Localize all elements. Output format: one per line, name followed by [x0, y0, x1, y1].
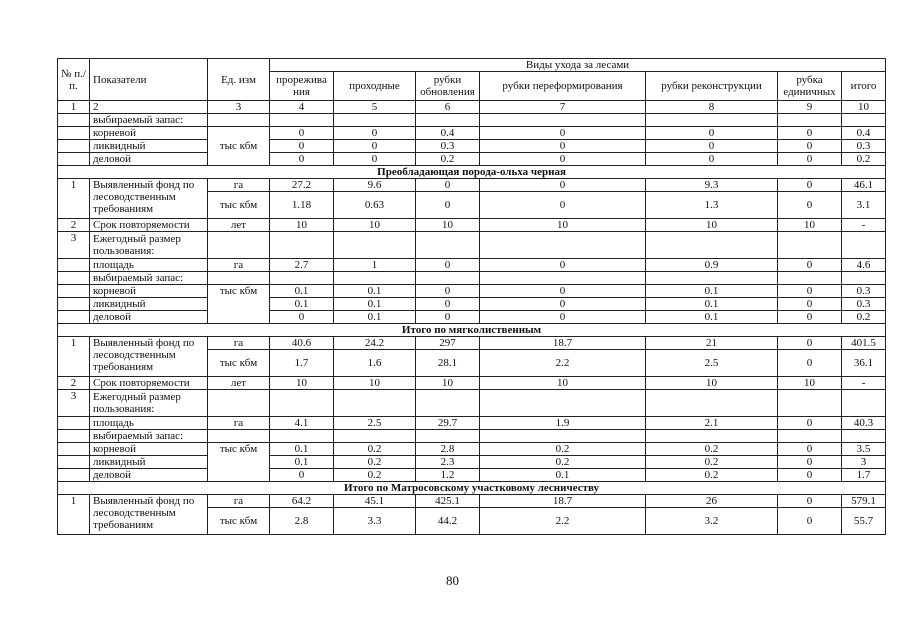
row-unit: га	[208, 495, 270, 508]
column-number: 6	[416, 101, 480, 114]
header-row	[58, 59, 886, 72]
row-num: 3	[58, 390, 90, 417]
row-num: 1	[58, 179, 90, 219]
value-cell: 36.1	[842, 350, 886, 377]
row-label: Выявленный фонд по лесоводственным требованиям	[90, 179, 208, 219]
value-cell: 1.7	[270, 350, 334, 377]
value-cell	[334, 114, 416, 127]
header-unit: Ед. изм	[208, 59, 270, 101]
value-cell: 0	[334, 153, 416, 166]
section-title: Итого по мягколиственным	[58, 324, 886, 337]
value-cell: 0.2	[416, 153, 480, 166]
value-cell: 0.1	[334, 298, 416, 311]
table-row	[58, 219, 886, 232]
value-cell: 26	[646, 495, 778, 508]
value-cell: 0	[416, 179, 480, 192]
row-label: выбираемый запас:	[90, 430, 208, 443]
header-indicator: Показатели	[90, 59, 208, 101]
value-cell: 29.7	[416, 417, 480, 430]
value-cell: 10	[334, 377, 416, 390]
value-cell: 10	[778, 219, 842, 232]
table-row	[58, 417, 886, 430]
empty-cell	[646, 272, 778, 285]
value-cell: 10	[646, 219, 778, 232]
column-number-row	[58, 101, 886, 114]
value-cell: 2.8	[416, 443, 480, 456]
value-cell	[778, 114, 842, 127]
value-cell: 0	[778, 443, 842, 456]
value-cell: 45.1	[334, 495, 416, 508]
value-cell: 0	[416, 285, 480, 298]
empty-cell	[334, 232, 416, 259]
table-row	[58, 377, 886, 390]
value-cell: 1.9	[480, 417, 646, 430]
empty-cell	[58, 259, 90, 272]
empty-cell	[270, 232, 334, 259]
row-label: площадь	[90, 417, 208, 430]
column-number: 3	[208, 101, 270, 114]
row-unit: лет	[208, 377, 270, 390]
row-unit: тыс кбм	[208, 127, 270, 166]
section-title-row	[58, 324, 886, 337]
value-cell: 10	[646, 377, 778, 390]
empty-cell	[58, 443, 90, 456]
value-cell: 0	[270, 140, 334, 153]
value-cell: 0	[480, 179, 646, 192]
table-row	[58, 337, 886, 350]
value-cell: 10	[416, 377, 480, 390]
header-type: рубки переформирования	[480, 72, 646, 101]
value-cell: 0	[778, 495, 842, 508]
value-cell: 0.1	[270, 298, 334, 311]
value-cell: 0	[416, 192, 480, 219]
table-row	[58, 285, 886, 298]
value-cell: 0	[480, 140, 646, 153]
value-cell: 0.2	[646, 443, 778, 456]
row-unit: тыс кбм	[208, 443, 270, 482]
value-cell: 0.1	[270, 285, 334, 298]
value-cell: 64.2	[270, 495, 334, 508]
empty-cell	[842, 232, 886, 259]
row-num	[58, 153, 90, 166]
value-cell: 0.1	[334, 311, 416, 324]
empty-cell	[58, 298, 90, 311]
value-cell: 0.1	[646, 285, 778, 298]
empty-cell	[842, 430, 886, 443]
value-cell: 0.9	[646, 259, 778, 272]
value-cell: 0.1	[270, 456, 334, 469]
value-cell: 1.18	[270, 192, 334, 219]
value-cell: 0	[778, 337, 842, 350]
value-cell: 1.3	[646, 192, 778, 219]
empty-cell	[480, 272, 646, 285]
value-cell: 0.2	[334, 443, 416, 456]
value-cell: 3	[842, 456, 886, 469]
value-cell: 46.1	[842, 179, 886, 192]
value-cell: 0.1	[646, 298, 778, 311]
row-label: Ежегодный размер пользования:	[90, 390, 208, 417]
empty-cell	[58, 272, 90, 285]
value-cell: 10	[270, 219, 334, 232]
table-row	[58, 456, 886, 469]
row-num	[58, 114, 90, 127]
empty-cell	[208, 272, 270, 285]
row-num: 1	[58, 495, 90, 535]
value-cell: 0	[270, 127, 334, 140]
header-type: итого	[842, 72, 886, 101]
table-row	[58, 430, 886, 443]
value-cell: 0.3	[416, 140, 480, 153]
header-type: рубка единичных	[778, 72, 842, 101]
value-cell: 0.3	[842, 285, 886, 298]
empty-cell	[646, 430, 778, 443]
value-cell: 1.2	[416, 469, 480, 482]
row-label: деловой	[90, 311, 208, 324]
value-cell: 28.1	[416, 350, 480, 377]
value-cell: 18.7	[480, 495, 646, 508]
row-unit: га	[208, 179, 270, 192]
empty-cell	[480, 232, 646, 259]
value-cell: 0	[778, 298, 842, 311]
value-cell: 0	[778, 350, 842, 377]
value-cell: 0	[480, 311, 646, 324]
row-unit	[208, 114, 270, 127]
value-cell: 0	[480, 153, 646, 166]
table-row	[58, 140, 886, 153]
value-cell: 0	[778, 192, 842, 219]
empty-cell	[480, 390, 646, 417]
value-cell: 0	[646, 153, 778, 166]
value-cell: 0.1	[270, 443, 334, 456]
row-label: площадь	[90, 259, 208, 272]
value-cell	[646, 114, 778, 127]
row-num: 2	[58, 219, 90, 232]
row-label: Срок повторяемости	[90, 377, 208, 390]
row-label: корневой	[90, 285, 208, 298]
row-unit: га	[208, 417, 270, 430]
forest-care-table	[57, 58, 886, 535]
table-row	[58, 127, 886, 140]
value-cell: 0	[416, 259, 480, 272]
value-cell: 2.8	[270, 508, 334, 535]
value-cell: 10	[334, 219, 416, 232]
value-cell: 0.2	[646, 456, 778, 469]
empty-cell	[208, 390, 270, 417]
empty-cell	[416, 272, 480, 285]
value-cell: 3.3	[334, 508, 416, 535]
column-number: 2	[90, 101, 208, 114]
row-label: деловой	[90, 153, 208, 166]
row-unit: тыс кбм	[208, 192, 270, 219]
value-cell	[270, 114, 334, 127]
empty-cell	[842, 272, 886, 285]
header-type: прорежива ния	[270, 72, 334, 101]
empty-cell	[480, 430, 646, 443]
header-type: проходные	[334, 72, 416, 101]
empty-cell	[334, 272, 416, 285]
header-group-title: Виды ухода за лесами	[270, 59, 886, 72]
value-cell: 1.7	[842, 469, 886, 482]
value-cell: 0	[480, 298, 646, 311]
value-cell: 0	[480, 259, 646, 272]
column-number: 9	[778, 101, 842, 114]
value-cell: 0	[480, 127, 646, 140]
table-row	[58, 443, 886, 456]
row-label: выбираемый запас:	[90, 114, 208, 127]
value-cell: -	[842, 219, 886, 232]
table-row	[58, 390, 886, 417]
row-num: 2	[58, 377, 90, 390]
value-cell: 0.1	[334, 285, 416, 298]
value-cell: 10	[778, 377, 842, 390]
value-cell: 0	[778, 508, 842, 535]
value-cell: 401.5	[842, 337, 886, 350]
header-type: рубки обновления	[416, 72, 480, 101]
header-num: № п./п.	[58, 59, 90, 101]
value-cell: 4.1	[270, 417, 334, 430]
value-cell: 0	[270, 153, 334, 166]
value-cell: 9.3	[646, 179, 778, 192]
value-cell: 0.4	[842, 127, 886, 140]
table-row	[58, 179, 886, 192]
value-cell: 40.3	[842, 417, 886, 430]
value-cell: 2.3	[416, 456, 480, 469]
section-title: Итого по Матросовскому участковому лесничеству	[58, 482, 886, 495]
value-cell: 55.7	[842, 508, 886, 535]
row-label: деловой	[90, 469, 208, 482]
table-row	[58, 469, 886, 482]
empty-cell	[778, 272, 842, 285]
table-row	[58, 114, 886, 127]
value-cell: 0	[270, 469, 334, 482]
value-cell: 0	[334, 127, 416, 140]
value-cell: 0.1	[646, 311, 778, 324]
row-unit: тыс кбм	[208, 350, 270, 377]
empty-cell	[58, 469, 90, 482]
empty-cell	[778, 430, 842, 443]
value-cell: 0.3	[842, 298, 886, 311]
row-num: 3	[58, 232, 90, 259]
row-label: выбираемый запас:	[90, 272, 208, 285]
value-cell: 2.2	[480, 508, 646, 535]
value-cell: 0	[778, 179, 842, 192]
table-row	[58, 495, 886, 508]
header-type: рубки реконструкции	[646, 72, 778, 101]
value-cell: 2.7	[270, 259, 334, 272]
value-cell: 0.2	[646, 469, 778, 482]
value-cell: 0	[778, 417, 842, 430]
value-cell: 0	[334, 140, 416, 153]
row-unit: лет	[208, 219, 270, 232]
empty-cell	[778, 232, 842, 259]
value-cell	[416, 114, 480, 127]
value-cell: 0	[270, 311, 334, 324]
column-number: 8	[646, 101, 778, 114]
value-cell: 24.2	[334, 337, 416, 350]
value-cell: 0	[646, 140, 778, 153]
value-cell: 0.2	[334, 456, 416, 469]
table-row	[58, 232, 886, 259]
value-cell: 3.5	[842, 443, 886, 456]
value-cell: 0.2	[480, 443, 646, 456]
value-cell: -	[842, 377, 886, 390]
value-cell: 10	[480, 377, 646, 390]
empty-cell	[416, 232, 480, 259]
value-cell	[480, 114, 646, 127]
value-cell: 0	[778, 153, 842, 166]
empty-cell	[58, 417, 90, 430]
column-number: 5	[334, 101, 416, 114]
empty-cell	[58, 456, 90, 469]
value-cell: 0.4	[416, 127, 480, 140]
empty-cell	[270, 272, 334, 285]
value-cell: 40.6	[270, 337, 334, 350]
row-num: 1	[58, 337, 90, 377]
empty-cell	[270, 430, 334, 443]
table-row	[58, 311, 886, 324]
row-num	[58, 140, 90, 153]
value-cell: 0	[416, 311, 480, 324]
value-cell: 18.7	[480, 337, 646, 350]
value-cell: 3.1	[842, 192, 886, 219]
value-cell: 4.6	[842, 259, 886, 272]
value-cell: 21	[646, 337, 778, 350]
value-cell: 1.6	[334, 350, 416, 377]
empty-cell	[778, 390, 842, 417]
row-label: корневой	[90, 443, 208, 456]
value-cell	[842, 114, 886, 127]
column-number: 7	[480, 101, 646, 114]
empty-cell	[646, 390, 778, 417]
value-cell: 0	[778, 127, 842, 140]
table-row	[58, 153, 886, 166]
empty-cell	[208, 232, 270, 259]
empty-cell	[208, 430, 270, 443]
empty-cell	[416, 430, 480, 443]
value-cell: 0	[778, 140, 842, 153]
row-label: ликвидный	[90, 456, 208, 469]
value-cell: 0.2	[842, 153, 886, 166]
value-cell: 0.1	[480, 469, 646, 482]
value-cell: 10	[416, 219, 480, 232]
table-row	[58, 298, 886, 311]
empty-cell	[270, 390, 334, 417]
row-unit: тыс кбм	[208, 508, 270, 535]
column-number: 10	[842, 101, 886, 114]
value-cell: 425.1	[416, 495, 480, 508]
column-number: 1	[58, 101, 90, 114]
empty-cell	[334, 430, 416, 443]
value-cell: 0	[480, 285, 646, 298]
empty-cell	[58, 285, 90, 298]
empty-cell	[416, 390, 480, 417]
row-unit: тыс кбм	[208, 285, 270, 324]
value-cell: 10	[270, 377, 334, 390]
row-label: Ежегодный размер пользования:	[90, 232, 208, 259]
value-cell: 2.5	[334, 417, 416, 430]
table-body	[58, 59, 886, 535]
empty-cell	[646, 232, 778, 259]
value-cell: 0	[416, 298, 480, 311]
empty-cell	[334, 390, 416, 417]
value-cell: 27.2	[270, 179, 334, 192]
page-number: 80	[446, 573, 459, 588]
value-cell: 44.2	[416, 508, 480, 535]
column-number: 4	[270, 101, 334, 114]
table-row	[58, 272, 886, 285]
table-row	[58, 259, 886, 272]
section-title: Преобладающая порода-ольха черная	[58, 166, 886, 179]
value-cell: 0	[646, 127, 778, 140]
value-cell: 0	[778, 259, 842, 272]
row-label: корневой	[90, 127, 208, 140]
row-unit: га	[208, 337, 270, 350]
value-cell: 3.2	[646, 508, 778, 535]
value-cell: 9.6	[334, 179, 416, 192]
empty-cell	[58, 311, 90, 324]
value-cell: 0	[778, 285, 842, 298]
value-cell: 2.1	[646, 417, 778, 430]
row-label: Срок повторяемости	[90, 219, 208, 232]
row-label: ликвидный	[90, 140, 208, 153]
value-cell: 2.5	[646, 350, 778, 377]
empty-cell	[58, 430, 90, 443]
value-cell: 1	[334, 259, 416, 272]
value-cell: 579.1	[842, 495, 886, 508]
value-cell: 0.63	[334, 192, 416, 219]
value-cell: 0	[778, 469, 842, 482]
value-cell: 0	[778, 311, 842, 324]
value-cell: 0.2	[480, 456, 646, 469]
row-label: Выявленный фонд по лесоводственным требованиям	[90, 337, 208, 377]
value-cell: 10	[480, 219, 646, 232]
value-cell: 0	[778, 456, 842, 469]
row-num	[58, 127, 90, 140]
value-cell: 297	[416, 337, 480, 350]
value-cell: 0.2	[842, 311, 886, 324]
value-cell: 0.3	[842, 140, 886, 153]
value-cell: 0	[480, 192, 646, 219]
value-cell: 0.2	[334, 469, 416, 482]
row-label: ликвидный	[90, 298, 208, 311]
row-label: Выявленный фонд по лесоводственным требованиям	[90, 495, 208, 535]
row-unit: га	[208, 259, 270, 272]
value-cell: 2.2	[480, 350, 646, 377]
empty-cell	[842, 390, 886, 417]
section-title-row	[58, 166, 886, 179]
section-title-row	[58, 482, 886, 495]
